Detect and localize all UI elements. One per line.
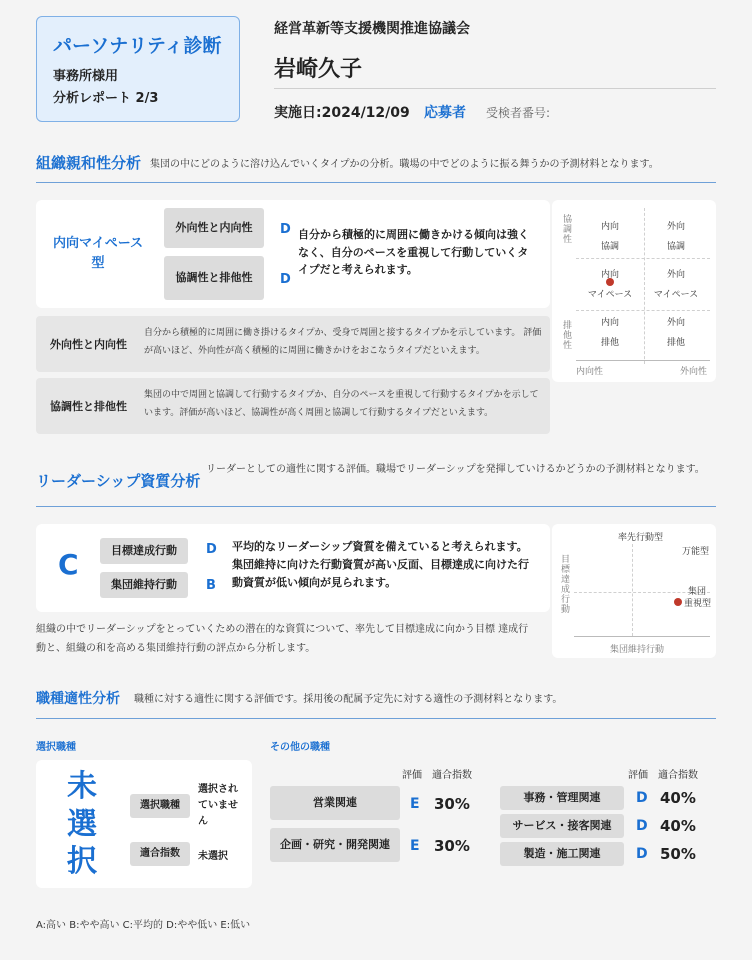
- badge-line-2: 分析レポート 2/3: [53, 91, 159, 106]
- y-axis-bottom-label: 排他性: [561, 320, 571, 350]
- right-label-2: 重視型: [684, 599, 712, 609]
- col-grade-right: 評価: [628, 770, 648, 781]
- scale-chip-cooperation: 協調性と排他性: [164, 256, 264, 300]
- job-grade: D: [636, 846, 648, 862]
- leadership-marker: [674, 598, 682, 606]
- selected-job-row-value: 選択されていません: [198, 784, 238, 827]
- cell-introvert-coop: 内向 協調: [600, 222, 619, 252]
- job-name: 企画・研究・開発関連: [270, 828, 400, 862]
- leadership-overall-grade: C: [58, 548, 79, 581]
- explain-text: 自分から積極的に周囲に働き掛けるタイプか、受身で周囲と接するタイプかを示しています。 評価が高いほど、外向性が高く積極的に周囲に働きかけをおこなうタイプだといえます。: [144, 328, 542, 356]
- org-fit-card: [36, 200, 550, 308]
- y-axis-top-label: 協調性: [561, 214, 571, 244]
- selected-job-chip: 選択職種: [130, 794, 190, 818]
- leadership-comment: 平均的なリーダーシップ資質を備えていると考えられます。集団維持に向けた行動資質が高い反面、目標達成に向けた行動資質が低い傾向が見られます。: [232, 540, 529, 590]
- explain-label: 外向性と内向性: [50, 338, 127, 351]
- org-type-label: 内向マイペース型: [52, 236, 144, 271]
- leadership-desc: リーダーとしての適性に関する評価。職場でリーダーシップを発揮していけるかどうかの予測材料となります。: [206, 464, 705, 475]
- fit-index-value: 未選択: [198, 851, 228, 862]
- job-index: 30%: [434, 837, 470, 855]
- job-grade: E: [410, 838, 420, 854]
- org-fit-quadrant-chart: [552, 200, 716, 382]
- grade-cooperation: D: [280, 272, 291, 287]
- grade-legend: A:高い B:やや高い C:平均的 D:やや低い E:低い: [36, 920, 251, 931]
- org-fit-desc: 集団の中にどのように溶け込んでいくタイプかの分析。職場の中でどのように振る舞うかの予測材料となります。: [150, 159, 659, 170]
- org-fit-comment: 自分から積極的に周囲に働きかける傾向は強くなく、自分のペースを重視して行動していくタイプだと考えられます。: [298, 228, 529, 277]
- grade-goal: D: [206, 542, 217, 557]
- exam-date: 実施日:2024/12/09: [274, 105, 410, 121]
- selected-job-value: 未選択: [67, 769, 97, 879]
- selected-job-title: 選択職種: [36, 742, 76, 753]
- x-axis-left-label: 内向性: [576, 367, 604, 377]
- applicant-label: 応募者: [424, 105, 466, 121]
- y-axis-label: 目標達成行動: [559, 554, 569, 614]
- report-badge: [36, 16, 240, 122]
- cell-extrovert-mypace: 外向 マイペース: [653, 270, 699, 300]
- job-name: サービス・接客関連: [500, 814, 624, 838]
- cell-extrovert-exclusive: 外向 排他: [666, 318, 685, 348]
- job-name: 製造・施工関連: [500, 842, 624, 866]
- person-name: 岩崎久子: [274, 57, 363, 82]
- col-index-right: 適合指数: [658, 770, 698, 781]
- other-jobs-title: その他の職種: [270, 742, 330, 753]
- explain-row-cooperation: [36, 378, 550, 434]
- grade-group: B: [206, 578, 216, 593]
- leadership-title: リーダーシップ資質分析: [36, 472, 201, 490]
- col-grade-left: 評価: [402, 770, 422, 781]
- examinee-number-label: 受検者番号:: [486, 106, 551, 120]
- cell-introvert-exclusive: 内向 排他: [600, 318, 619, 348]
- x-axis-label: 集団維持行動: [610, 645, 665, 655]
- scale-chip-extraversion: 外向性と内向性: [164, 208, 264, 248]
- job-grade: E: [410, 796, 420, 812]
- scale-chip-goal: 目標達成行動: [100, 538, 188, 564]
- badge-title: パーソナリティ診断: [53, 35, 222, 57]
- scale-chip-group: 集団維持行動: [100, 572, 188, 598]
- selected-job-card: [36, 760, 252, 888]
- cell-extrovert-coop: 外向 協調: [666, 222, 685, 252]
- col-index-left: 適合指数: [432, 770, 472, 781]
- cell-introvert-mypace: 内向 マイペース: [587, 270, 633, 300]
- organization-name: 経営革新等支援機関推進協議会: [274, 21, 470, 37]
- job-name: 事務・管理関連: [500, 786, 624, 810]
- job-grade: D: [636, 790, 648, 806]
- job-index: 40%: [660, 817, 696, 835]
- job-fit-title: 職種適性分析: [36, 691, 120, 707]
- grade-extraversion: D: [280, 222, 291, 237]
- fit-index-chip: 適合指数: [130, 842, 190, 866]
- job-index: 30%: [434, 795, 470, 813]
- right-label-1: 集団: [688, 587, 707, 597]
- explain-row-extraversion: [36, 316, 550, 372]
- job-name: 営業関連: [270, 786, 400, 820]
- job-index: 50%: [660, 845, 696, 863]
- leadership-explain: 組織の中でリーダーシップをとっていくための潜在的な資質について、率先して目標達成に向かう目標 達成行動と、組織の和を高める集団維持行動の評点から分析します。: [36, 624, 529, 654]
- x-axis-right-label: 外向性: [680, 367, 708, 377]
- job-fit-desc: 職種に対する適性に関する評価です。採用後の配属予定先に対する適性の予測材料となります。: [134, 694, 563, 705]
- badge-line-1: 事務所様用: [53, 69, 119, 84]
- explain-text: 集団の中で周囲と協調して行動するタイプか、自分のペースを重視して行動するタイプかを示しています。評価が高いほど、協調性が高く周囲と協調して行動するタイプだといえます。: [144, 390, 539, 418]
- explain-label: 協調性と排他性: [50, 400, 127, 413]
- job-index: 40%: [660, 789, 696, 807]
- leadership-chart: [552, 524, 716, 658]
- top-label: 率先行動型: [618, 533, 664, 543]
- top-right-label: 万能型: [682, 547, 710, 557]
- org-fit-title: 組織親和性分析: [36, 154, 142, 172]
- leadership-card: [36, 524, 550, 612]
- job-grade: D: [636, 818, 648, 834]
